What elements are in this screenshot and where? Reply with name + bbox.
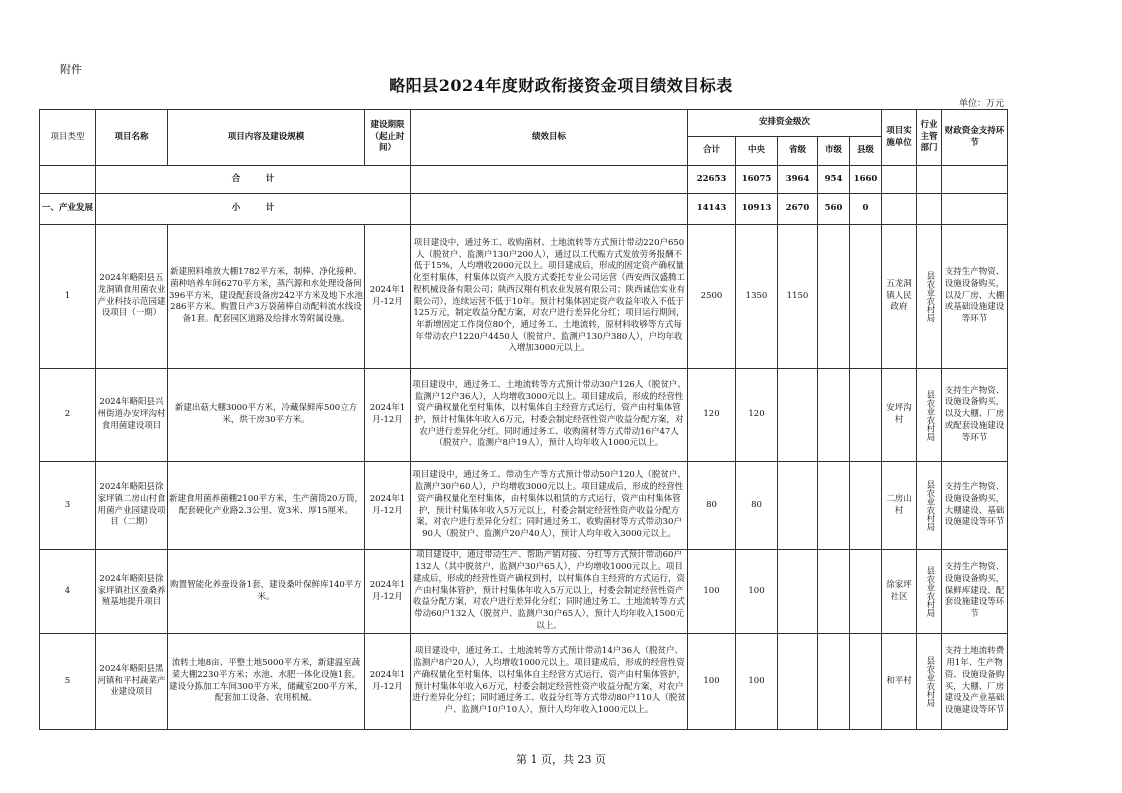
subtotal-county: 0 bbox=[850, 194, 882, 225]
project-period: 2024年1月-12月 bbox=[365, 634, 411, 730]
fund-total: 120 bbox=[688, 369, 736, 462]
header-content: 项目内容及建设规模 bbox=[168, 110, 365, 166]
fund-central: 1350 bbox=[736, 225, 778, 369]
project-period: 2024年1月-12月 bbox=[365, 462, 411, 550]
subtotal-city: 560 bbox=[818, 194, 850, 225]
fund-county bbox=[850, 225, 882, 369]
grand-total-support bbox=[942, 166, 1008, 194]
dept: 县农业农村局 bbox=[917, 550, 942, 634]
grand-total-provincial: 3964 bbox=[778, 166, 818, 194]
grand-total-row bbox=[40, 166, 1008, 194]
project-name: 2024年略阳县兴州街道办安坪沟村食用菌建设项目 bbox=[96, 369, 168, 462]
project-content: 新建食用菌养菌棚2100平方米，生产菌筒20万筒，配套硬化产业路2.3公里、宽3米、厚15厘米。 bbox=[168, 462, 365, 550]
table-row bbox=[40, 462, 1008, 550]
subtotal-provincial: 2670 bbox=[778, 194, 818, 225]
project-goal: 项目建设中，通过务工、土地流转等方式预计带动14户36人（脱贫户、监测户8户20人），人均增收1000元以上。项目建成后，形成的经营性资产确权量化至村集体，以村集体自主经营方式运行，资产由村集体管护，预计村集体年收入6万元，村委会制定经营性资产收益分配方案，对农户进行差异化分红；同时通过务工、收益分红等方式带动80户110人（脱贫户、监测户10户10人），预计人均年收入1000元以上。 bbox=[411, 634, 688, 730]
attachment-label: 附件 bbox=[60, 63, 82, 76]
project-goal: 项目建设中，通过务工、收购菌材、土地流转等方式预计带动220户650人（脱贫户、监测户130户200人），通过以工代赈方式发放劳务报酬不低于15%，人均增收2000元以上。项目建成后，形成的固定资产确权量化至村集体，村集体以资产入股方式委托专业公司运营（西安西汉盛腾工程机械设备有限公司；陕西汉翔有机农业发展有限公司；陕西诚信实业有限公司），连续运营不低于10年。预计村集体固定资产收益年收入不低于125万元，制定收益分配方案，对农户进行差异化分红；项目运行期间，年新增固定工作岗位80个，通过务工、土地流转，原材料收够等方式每年带动农户1220户4450人（脱贫户、监测户130户380人），户均年收入增加3000元以上。 bbox=[411, 225, 688, 369]
project-period: 2024年1月-12月 bbox=[365, 225, 411, 369]
project-name: 2024年略阳县黑河镇和平村蔬菜产业建设项目 bbox=[96, 634, 168, 730]
grand-total-impl bbox=[882, 166, 917, 194]
subtotal-impl bbox=[882, 194, 917, 225]
dept: 县农业农村局 bbox=[917, 634, 942, 730]
subtotal-label: 小 计 bbox=[96, 194, 411, 225]
support-stage: 支持生产物资、设施设备购买，保鲜库建设、配套设施建设等环节 bbox=[942, 550, 1008, 634]
impl-unit: 安坪沟村 bbox=[882, 369, 917, 462]
row-number: 3 bbox=[40, 462, 96, 550]
unit-label: 单位：万元 bbox=[958, 99, 1004, 109]
grand-total-goal bbox=[411, 166, 688, 194]
grand-total-dept bbox=[917, 166, 942, 194]
performance-table bbox=[39, 109, 1008, 730]
project-name: 2024年略阳县徐家坪镇社区蚕桑养殖基地提升项目 bbox=[96, 550, 168, 634]
dept: 县农业农村局 bbox=[917, 369, 942, 462]
subtotal-row bbox=[40, 194, 1008, 225]
fund-county bbox=[850, 634, 882, 730]
header-name: 项目名称 bbox=[96, 110, 168, 166]
header-impl-unit: 项目实施单位 bbox=[882, 110, 917, 166]
subtotal-support bbox=[942, 194, 1008, 225]
fund-city bbox=[818, 550, 850, 634]
fund-county bbox=[850, 369, 882, 462]
fund-central: 120 bbox=[736, 369, 778, 462]
support-stage: 支持生产物资、设施设备购买，以及大棚、厂房或配套设施建设等环节 bbox=[942, 369, 1008, 462]
project-goal: 项目建设中，通过务工、带动生产等方式预计带动50户120人（脱贫户、监测户30户60人），户均增收3000元以上。项目建成后，形成的经营性资产确权量化至村集体，由村集体以租赁的方式运行，资产由村集体管护，预计村集体年收入5万元以上，村委会制定经营性资产收益分配方案，对农户进行差异化分红；同时通过务工、收购菌材等方式带动30户90人（脱贫户、监测户20户40人），预计人均年收入3000元以上。 bbox=[411, 462, 688, 550]
impl-unit: 和平村 bbox=[882, 634, 917, 730]
project-content: 流转土地8亩、平整土地5000平方米，新建温室蔬菜大棚2230平方米；水池、水肥一体化设施1套。建设分拣加工车间300平方米，储藏室200平方米，配套加工设备、农用机械。 bbox=[168, 634, 365, 730]
project-name: 2024年略阳县徐家坪镇二房山村食用菌产业园建设项目（二期） bbox=[96, 462, 168, 550]
header-provincial: 省级 bbox=[778, 137, 818, 166]
fund-provincial bbox=[778, 369, 818, 462]
impl-unit: 五龙洞镇人民政府 bbox=[882, 225, 917, 369]
header-goal: 绩效目标 bbox=[411, 110, 688, 166]
row-number: 1 bbox=[40, 225, 96, 369]
support-stage: 支持生产物资、设施设备购买，以及厂房、大棚或基础设施建设等环节 bbox=[942, 225, 1008, 369]
row-number: 5 bbox=[40, 634, 96, 730]
subtotal-central: 10913 bbox=[736, 194, 778, 225]
subtotal-dept bbox=[917, 194, 942, 225]
grand-total-county: 1660 bbox=[850, 166, 882, 194]
support-stage: 支持土地流转费用1年、生产物资、设施设备购买，大棚、厂房建设及产业基础设施建设等环节 bbox=[942, 634, 1008, 730]
header-central: 中央 bbox=[736, 137, 778, 166]
fund-city bbox=[818, 225, 850, 369]
fund-central: 100 bbox=[736, 550, 778, 634]
subtotal-total: 14143 bbox=[688, 194, 736, 225]
project-name: 2024年略阳县五龙洞镇食用菌农业产业科技示范园建设项目（一期） bbox=[96, 225, 168, 369]
fund-city bbox=[818, 462, 850, 550]
fund-provincial: 1150 bbox=[778, 225, 818, 369]
dept: 县农业农村局 bbox=[917, 225, 942, 369]
fund-county bbox=[850, 550, 882, 634]
grand-total-type bbox=[40, 166, 96, 194]
page-title: 略阳县2024年度财政衔接资金项目绩效目标表 bbox=[389, 76, 733, 95]
fund-provincial bbox=[778, 634, 818, 730]
subtotal-goal bbox=[411, 194, 688, 225]
header-support: 财政资金支持环节 bbox=[942, 110, 1008, 166]
project-period: 2024年1月-12月 bbox=[365, 550, 411, 634]
fund-provincial bbox=[778, 462, 818, 550]
header-row-1 bbox=[40, 110, 1008, 137]
project-content: 购置智能化养蚕设备1套，建设桑叶保鲜库140平方米。 bbox=[168, 550, 365, 634]
table-row bbox=[40, 225, 1008, 369]
fund-city bbox=[818, 634, 850, 730]
fund-total: 100 bbox=[688, 550, 736, 634]
fund-total: 80 bbox=[688, 462, 736, 550]
impl-unit: 二房山村 bbox=[882, 462, 917, 550]
grand-total-label: 合 计 bbox=[96, 166, 411, 194]
header-funds-group: 安排资金级次 bbox=[688, 110, 882, 137]
subtotal-category: 一、产业发展 bbox=[40, 194, 96, 225]
fund-central: 100 bbox=[736, 634, 778, 730]
project-content: 新建照料堆放大棚1782平方米，制棒、净化接种、菌种培养车间6270平方米，蒸汽源和水处理设备间396平方米，建设配套设备房242平方米及地下水池286平方米。购置日产3万袋菌棒自动配料流水线设备1套。配套园区道路及给排水等附属设施。 bbox=[168, 225, 365, 369]
project-period: 2024年1月-12月 bbox=[365, 369, 411, 462]
grand-total-city: 954 bbox=[818, 166, 850, 194]
table-row bbox=[40, 550, 1008, 634]
dept: 县农业农村局 bbox=[917, 462, 942, 550]
row-number: 4 bbox=[40, 550, 96, 634]
header-city: 市级 bbox=[818, 137, 850, 166]
fund-total: 2500 bbox=[688, 225, 736, 369]
fund-provincial bbox=[778, 550, 818, 634]
fund-total: 100 bbox=[688, 634, 736, 730]
fund-county bbox=[850, 462, 882, 550]
table-row bbox=[40, 369, 1008, 462]
project-goal: 项目建设中，通过带动生产、帮助产销对接、分红等方式预计带动60户132人（其中脱贫户、监测户30户65人），户均增收1000元以上。项目建成后，形成的经营性资产确权到村，以村集体自主经营的方式运行，资产由村集体管护，预计村集体年收入5万元以上，村委会制定经营性资产收益分配方案，对农户进行差异化分红；同时通过务工、土地流转等方式带动60户132人（脱贫户、监测户30户65人），预计人均年收入1500元以上。 bbox=[411, 550, 688, 634]
fund-central: 80 bbox=[736, 462, 778, 550]
header-type: 项目类型 bbox=[40, 110, 96, 166]
header-dept: 行业主管部门 bbox=[917, 110, 942, 166]
table-row bbox=[40, 634, 1008, 730]
project-goal: 项目建设中，通过务工、土地流转等方式预计带动30户126人（脱贫户、监测户12户36人），人均增收3000元以上。项目建成后，形成的经营性资产确权量化至村集体，以村集体自主经营方式运行，资产由村集体管护，预计村集体年收入6万元，村委会制定经营性资产收益分配方案，对农户进行差异化分红。同时通过务工、收购菌材等方式带动16户47人（脱贫户、监测户8户19人），预计人均年收入1000元以上。 bbox=[411, 369, 688, 462]
support-stage: 支持生产物资、设施设备购买，大棚建设、基础设施建设等环节 bbox=[942, 462, 1008, 550]
grand-total-central: 16075 bbox=[736, 166, 778, 194]
row-number: 2 bbox=[40, 369, 96, 462]
page-footer: 第 1 页，共 23 页 bbox=[516, 753, 606, 766]
fund-city bbox=[818, 369, 850, 462]
impl-unit: 徐家坪社区 bbox=[882, 550, 917, 634]
header-county: 县级 bbox=[850, 137, 882, 166]
project-content: 新建出菇大棚3000平方米，冷藏保鲜库500立方米，烘干房30平方米。 bbox=[168, 369, 365, 462]
header-total: 合计 bbox=[688, 137, 736, 166]
grand-total-total: 22653 bbox=[688, 166, 736, 194]
header-period: 建设期限（起止时间） bbox=[365, 110, 411, 166]
